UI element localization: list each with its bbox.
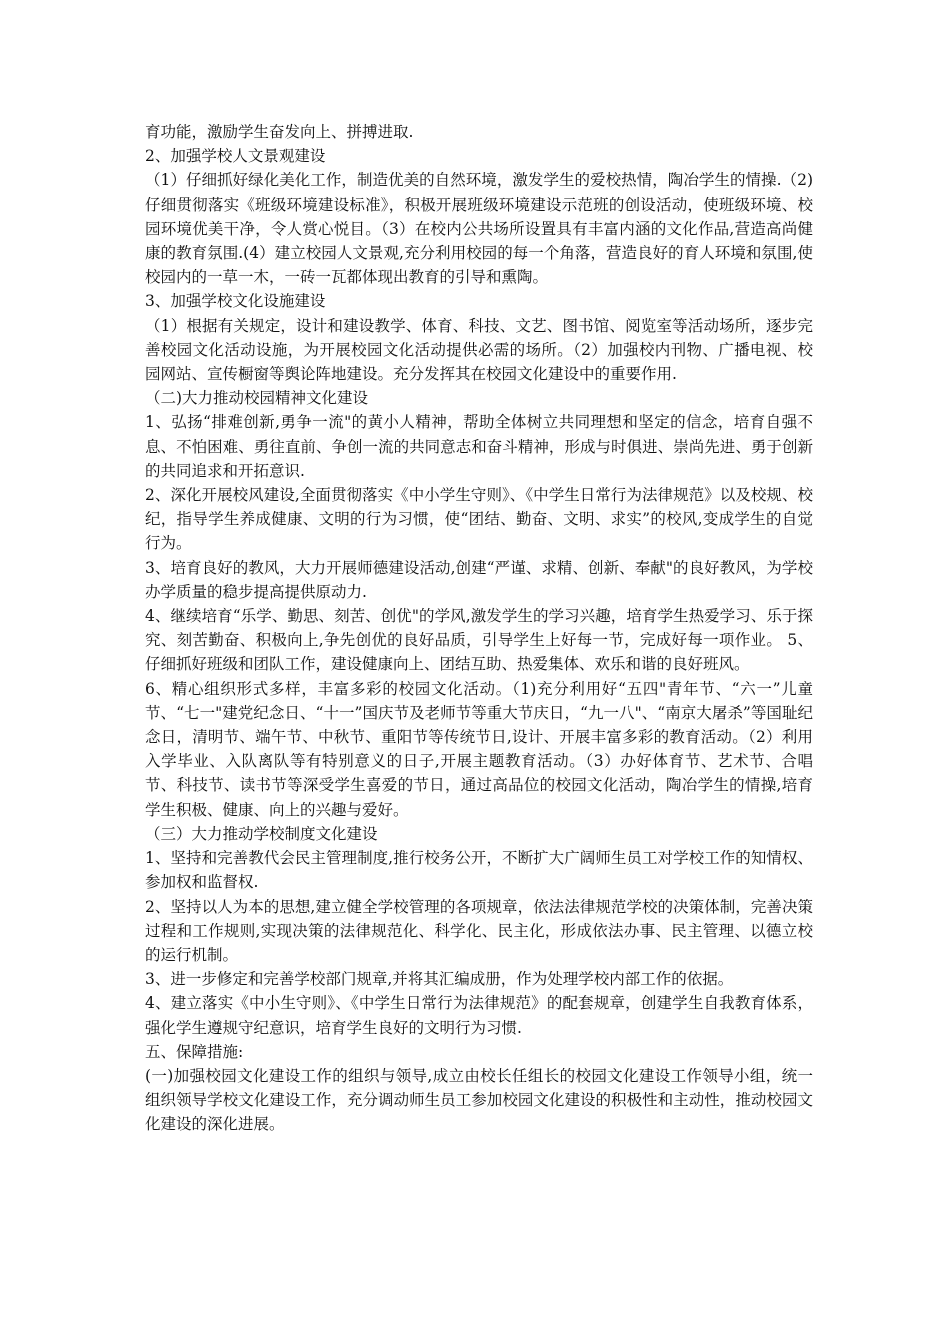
paragraph: 育功能，激励学生奋发向上、拼搏进取. — [145, 123, 414, 141]
section-heading: （三）大力推动学校制度文化建设 — [145, 824, 378, 843]
section-heading: （二)大力推动校园精神文化建设 — [145, 389, 369, 408]
paragraph: (一)加强校园文化建设工作的组织与领导,成立由校长任组长的校园文化建设工作领导小组，统一组织领导学校文化建设工作，充分调动师生员工参加校园文化建设的积极性和主动性，推动校园文化建设的深化进展。 — [145, 1066, 813, 1134]
paragraph: 4、继续培育“乐学、勤思、刻苦、创优"的学风,激发学生的学习兴趣，培育学生热爱学习、乐于探究、刻苦勤奋、积极向上,争先创优的良好品质，引导学生上好每一节，完成好每一项作业。 5、仔细抓好班级和团队工作，建设健康向上、团结互助、热爱集体、欢乐和谐的良好班风。 — [145, 607, 813, 674]
paragraph: 1、弘扬“排难创新,勇争一流"的黄小人精神，帮助全体树立共同理想和坚定的信念，培育自强不息、不怕困难、勇往直前、争创一流的共同意志和奋斗精神，形成与时俱进、崇尚先进、勇于创新的共同追求和开拓意识. — [145, 413, 813, 480]
section-heading: 五、保障措施: — [145, 1042, 244, 1061]
paragraph: 2、坚持以人为本的思想,建立健全学校管理的各项规章，依法法律规范学校的决策体制，完善决策过程和工作规则,实现决策的法律规范化、科学化、民主化，形成依法办事、民主管理、以德立校的运行机制。 — [145, 897, 813, 964]
document-body — [145, 120, 813, 1137]
paragraph: 6、精心组织形式多样，丰富多彩的校园文化活动。（1)充分利用好“五四"青年节、“六一”儿童节、“七一"建党纪念日、“十一”国庆节及老师节等重大节庆日，“九一八"、“南京大屠杀”等国耻纪念日，清明节、端午节、中秋节、重阳节等传统节日,设计、开展丰富多彩的教育活动。（2）利用入学毕业、入队离队等有特别意义的日子,开展主题教育活动。（3）办好体育节、艺术节、合唱节、科技节、读书节等深受学生喜爱的节日，通过高品位的校园文化活动，陶冶学生的情操,培育学生积极、健康、向上的兴趣与爱好。 — [145, 679, 813, 819]
section-heading: 3、加强学校文化设施建设 — [145, 292, 326, 311]
paragraph: 3、培育良好的教风，大力开展师德建设活动,创建“严谨、求精、创新、奉献"的良好教风，为学校办学质量的稳步提高提供原动力. — [145, 558, 813, 601]
paragraph: 3、进一步修定和完善学校部门规章,并将其汇编成册，作为处理学校内部工作的依据。 — [145, 970, 734, 989]
paragraph: 4、建立落实《中小生守则》、《中学生日常行为法律规范》的配套规章，创建学生自我教育体系，强化学生遵规守纪意识，培育学生良好的文明行为习惯. — [145, 994, 813, 1037]
paragraph: 2、深化开展校风建设,全面贯彻落实《中小学生守则》、《中学生日常行为法律规范》以及校规、校纪，指导学生养成健康、文明的行为习惯，使“团结、勤奋、文明、求实”的校风,变成学生的自觉行为。 — [145, 486, 813, 553]
paragraph: （1）根据有关规定，设计和建设教学、体育、科技、文艺、图书馆、阅览室等活动场所，逐步完善校园文化活动设施，为开展校园文化活动提供必需的场所。（2）加强校内刊物、广播电视、校园网站、宣传橱窗等舆论阵地建设。充分发挥其在校园文化建设中的重要作用. — [145, 316, 813, 384]
paragraph: （1）仔细抓好绿化美化工作，制造优美的自然环境，激发学生的爱校热情，陶冶学生的情操.（2)仔细贯彻落实《班级环境建设标准》，积极开展班级环境建设示范班的创设活动，使班级环境、校园环境优美干净，令人赏心悦目。（3）在校内公共场所设置具有丰富内涵的文化作品,营造高尚健康的教育氛围.(4）建立校园人文景观,充分利用校园的每一个角落，营造良好的育人环境和氛围,使校园内的一草一木，一砖一瓦都体现出教育的引导和熏陶。 — [145, 171, 813, 287]
section-heading: 2、加强学校人文景观建设 — [145, 147, 326, 166]
paragraph: 1、坚持和完善教代会民主管理制度,推行校务公开，不断扩大广阔师生员工对学校工作的知情权、参加权和监督权. — [145, 849, 813, 892]
